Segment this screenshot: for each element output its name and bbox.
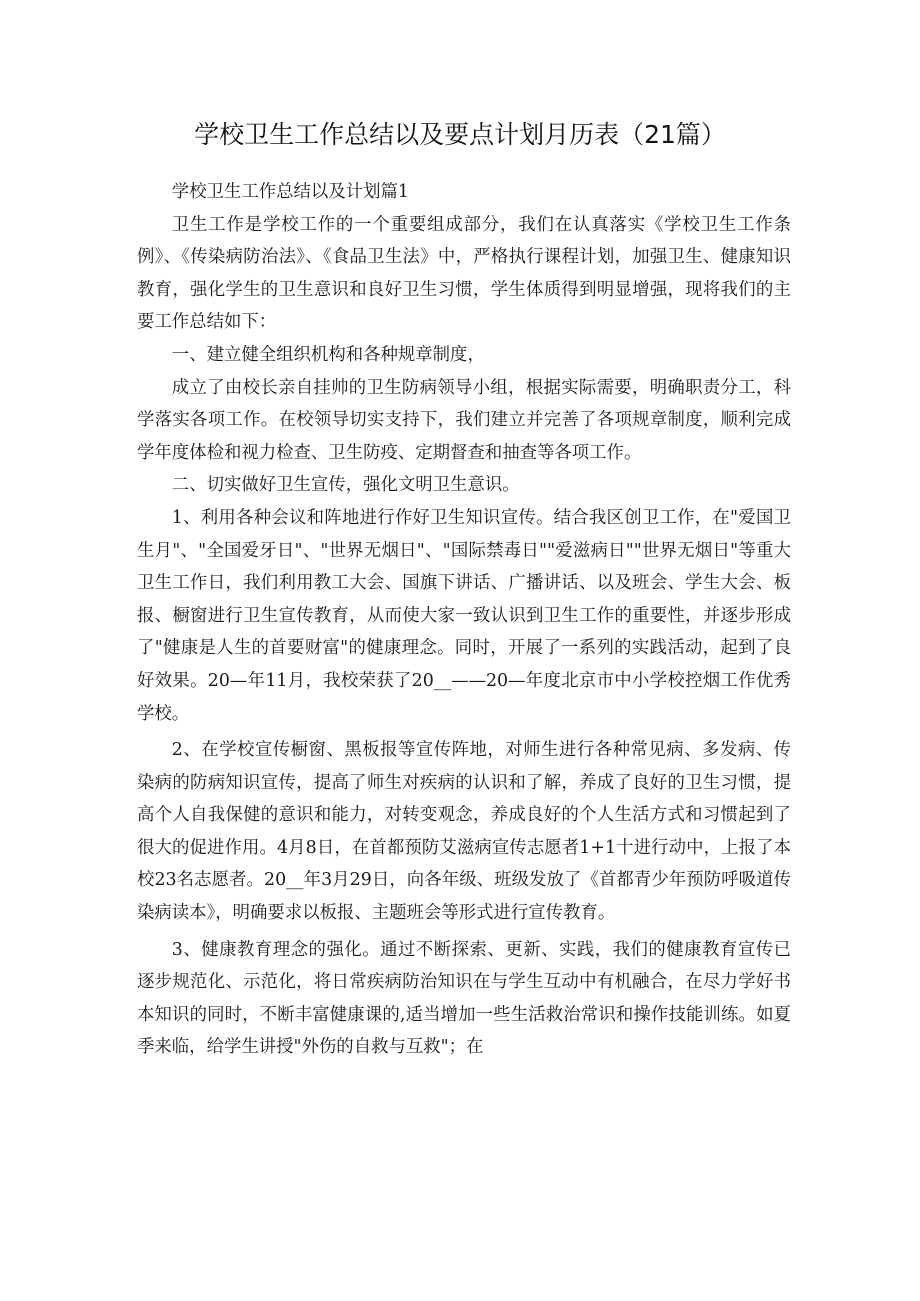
document-title: 学校卫生工作总结以及要点计划月历表（21篇） — [194, 120, 726, 149]
health-education-paragraph: 3、健康教育理念的强化。通过不断探索、更新、实践，我们的健康教育宣传已逐步规范化、示范化，将日常疾病防治知识在与学生互动中有机融合，在尽力学好书本知识的同时，不断丰富健康课的,适当增加一些生活救治常识和操作技能训练。如夏季来临，给学生讲授"外伤的自救与互救"；在 — [137, 939, 791, 1058]
organization-paragraph: 成立了由校长亲自挂帅的卫生防病领导小组，根据实际需要，明确职责分工，科学落实各项工作。在校领导切实支持下，我们建立并完善了各项规章制度，顺利完成学年度体检和视力检查、卫生防疫、定期督查和抽查等各项工作。 — [137, 377, 791, 463]
section-heading-publicity: 二、切实做好卫生宣传，强化文明卫生意识。 — [171, 475, 520, 496]
section-heading-organization: 一、建立健全组织机构和各种规章制度， — [171, 344, 485, 365]
document-body — [137, 176, 791, 1064]
publicity-paragraph-1: 1、利用各种会议和阵地进行作好卫生知识宣传。结合我区创卫工作，在"爱国卫生月"、"全国爱牙日"、"世界无烟日"、"国际禁毒日""爱滋病日""世界无烟日"等重大卫生工作日，我们利用教工大会、国旗下讲话、广播讲话、以及班会、学生大会、板报、橱窗进行卫生宣传教育，从而使大家一致认识到卫生工作的重要性，并逐步形成了"健康是人生的首要财富"的健康理念。同时，开展了一系列的实践活动，起到了良好效果。20—年11月，我校荣获了20__——20—年度北京市中小学校控烟工作优秀学校。 — [137, 507, 791, 724]
section-heading-part-1: 学校卫生工作总结以及计划篇1 — [171, 182, 409, 202]
intro-paragraph: 卫生工作是学校工作的一个重要组成部分，我们在认真落实《学校卫生工作条例》、《传染病防治法》、《食品卫生法》中，严格执行课程计划，加强卫生、健康知识教育，强化学生的卫生意识和良好卫生习惯，学生体质得到明显增强，现将我们的主要工作总结如下： — [137, 214, 791, 333]
publicity-paragraph-2: 2、在学校宣传橱窗、黑板报等宣传阵地，对师生进行各种常见病、多发病、传染病的防病知识宣传，提高了师生对疾病的认识和了解，养成了良好的卫生习惯，提高个人自我保健的意识和能力，对转变观念，养成良好的个人生活方式和习惯起到了很大的促进作用。4月8日，在首都预防艾滋病宣传志愿者1+1十进行动中，上报了本校23名志愿者。20__年3月29日，向各年级、班级发放了《首都青少年预防呼吸道传染病读本》，明确要求以板报、主题班会等形式进行宣传教育。 — [137, 740, 791, 924]
